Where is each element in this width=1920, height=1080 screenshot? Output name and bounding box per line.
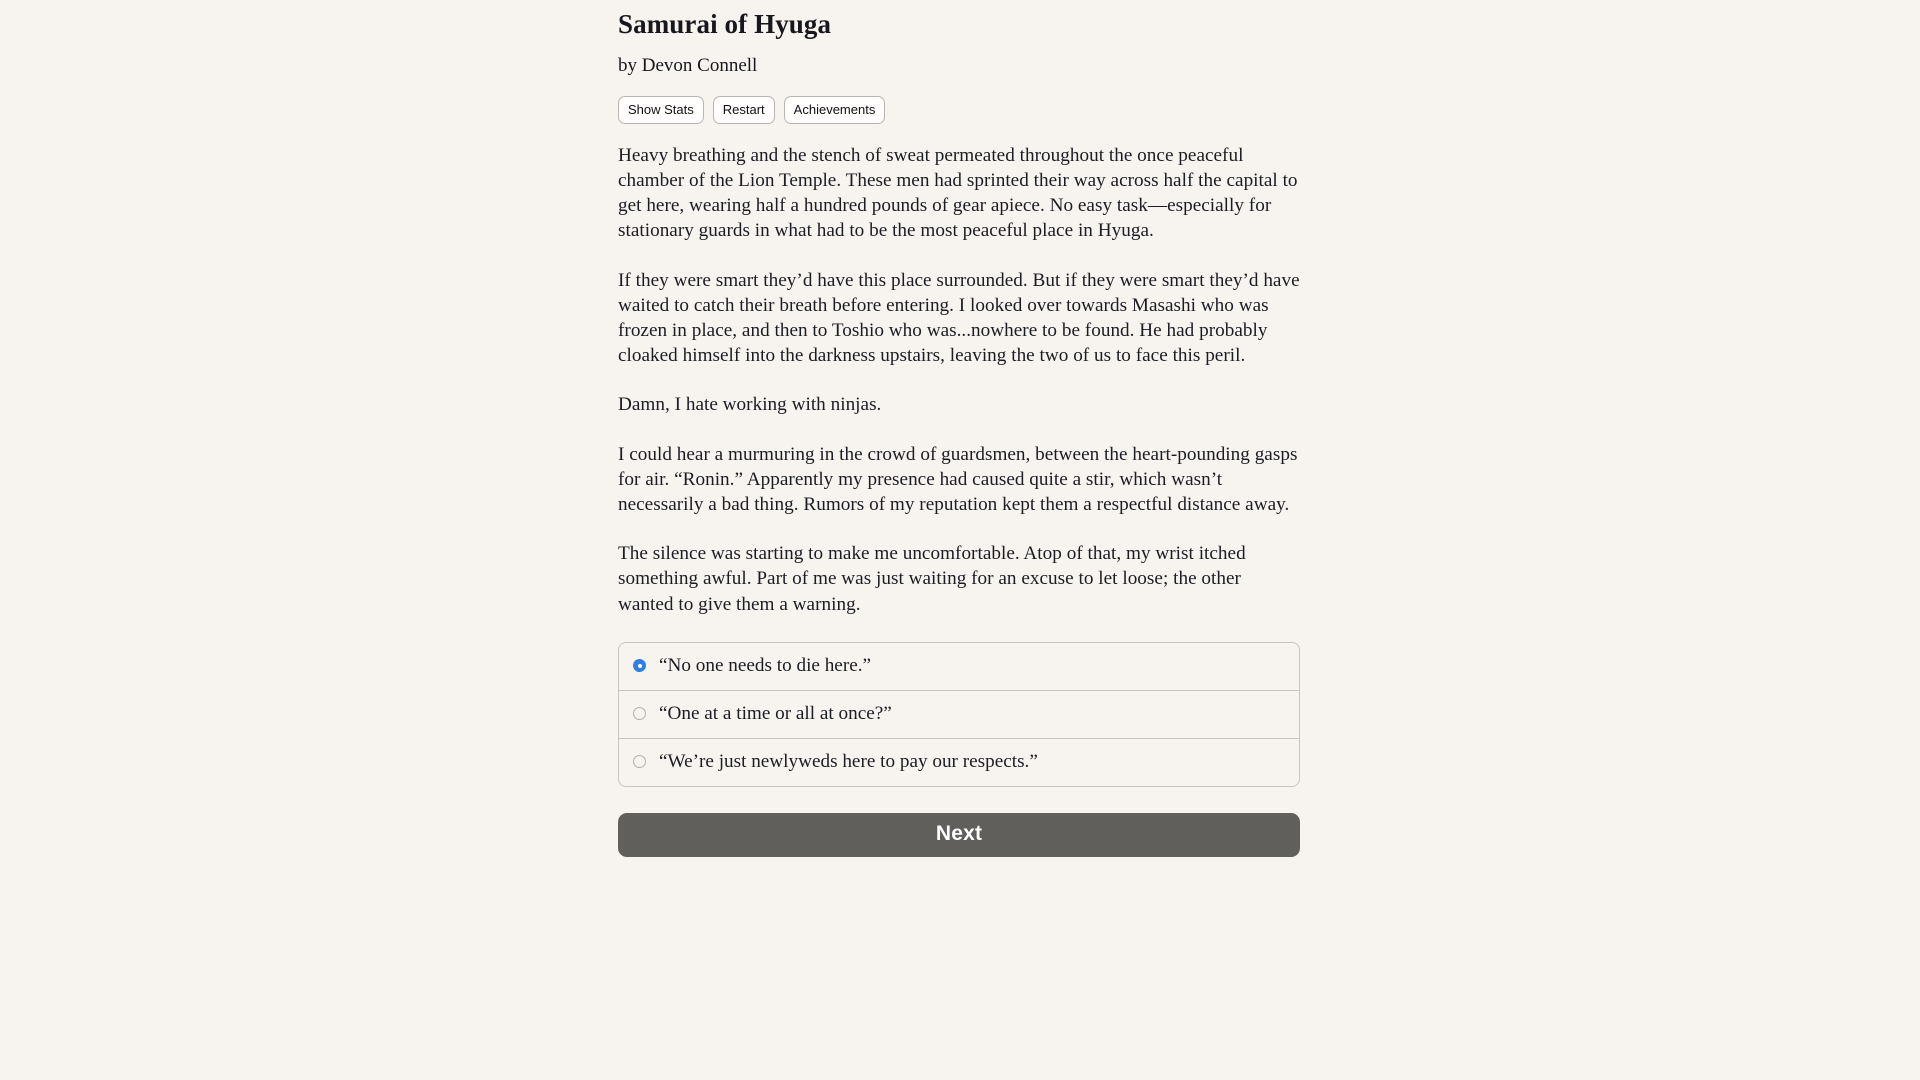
restart-button[interactable]: Restart xyxy=(713,96,775,124)
game-column xyxy=(618,0,1300,857)
game-header xyxy=(618,0,1300,77)
author-byline: by Devon Connell xyxy=(618,54,758,76)
story-paragraph: The silence was starting to make me uncomfortable. Atop of that, my wrist itched something awful. Part of me was just waiting for an excuse to let loose; the other wanted to give them a warning. xyxy=(618,543,1246,615)
achievements-button[interactable]: Achievements xyxy=(784,96,886,124)
page-title: Samurai of Hyuga xyxy=(618,9,832,39)
choice-label: “We’re just newlyweds here to pay our respects.” xyxy=(659,750,1038,772)
choice-list xyxy=(618,642,1300,787)
choice-option[interactable] xyxy=(619,643,1299,691)
story-paragraph: Heavy breathing and the stench of sweat permeated throughout the once peaceful chamber of the Lion Temple. These men had sprinted their way across half the capital to get here, wearing half a hundred pounds of gear apiece. No easy task—especially for stationary guards in what had to be the most peaceful place in Hyuga. xyxy=(618,144,1298,242)
show-stats-button[interactable]: Show Stats xyxy=(618,96,704,124)
next-button[interactable]: Next xyxy=(618,813,1300,857)
radio-button-icon[interactable] xyxy=(633,659,646,672)
story-paragraph: Damn, I hate working with ninjas. xyxy=(618,394,882,416)
story-paragraph: If they were smart they’d have this place surrounded. But if they were smart they’d have waited to catch their breath before entering. I looked over towards Masashi who was frozen in place, and then to Toshio who was...nowhere to be found. He had probably cloaked himself into the darkness upstairs, leaving the two of us to face this peril. xyxy=(618,269,1300,367)
story-text xyxy=(618,143,1300,617)
choice-option[interactable] xyxy=(619,739,1299,786)
radio-button-icon[interactable] xyxy=(633,707,646,720)
menu-button-row xyxy=(618,96,1300,124)
choice-label: “One at a time or all at once?” xyxy=(659,702,892,724)
choice-label: “No one needs to die here.” xyxy=(659,654,872,676)
story-paragraph: I could hear a murmuring in the crowd of guardsmen, between the heart-pounding gasps for air. “Ronin.” Apparently my presence had caused quite a stir, which wasn’t necessarily a bad thing. Rumors of my reputation kept them a respectful distance away. xyxy=(618,443,1298,515)
choice-option[interactable] xyxy=(619,691,1299,739)
radio-button-icon[interactable] xyxy=(633,755,646,768)
